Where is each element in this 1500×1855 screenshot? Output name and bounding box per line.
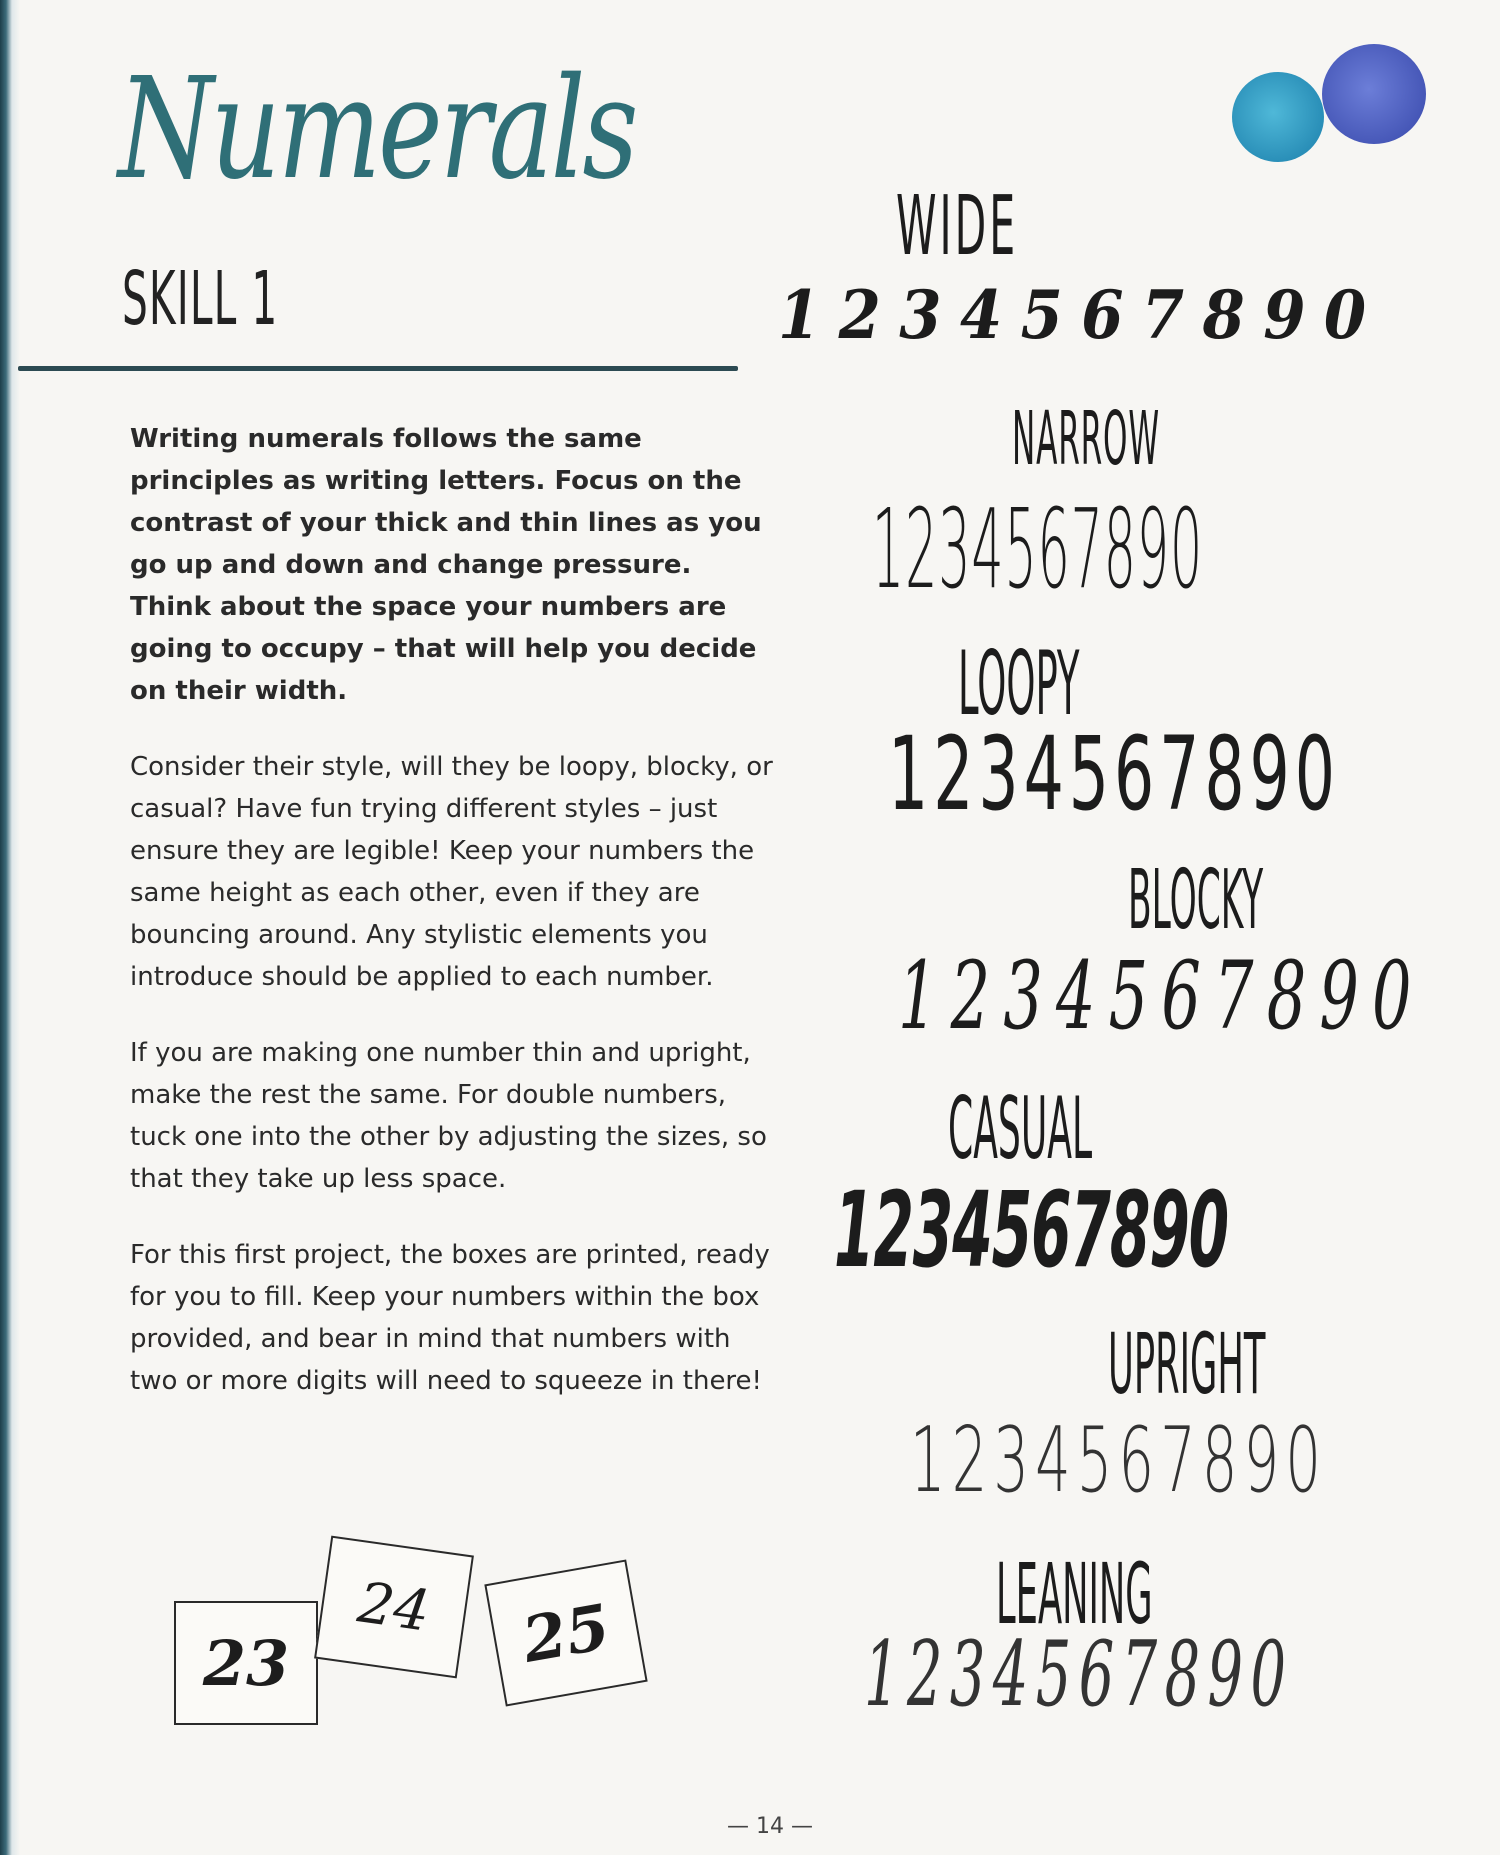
paragraph: Writing numerals follows the same principles as writing letters. Focus on the contrast of your thick and thin lines as you go up and down and change pressure. Think about the space your numbers are going to occupy – that will help you decide on their width. <box>130 424 762 706</box>
sample-label-casual: CASUAL <box>948 1079 1093 1179</box>
paragraph: Consider their style, will they be loopy, blocky, or casual? Have fun trying different styles – just ensure they are legible! Keep your numbers the same height as each other, even if they are bouncing around. Any stylistic elements you introduce should be applied to each number. <box>130 752 773 992</box>
body-text <box>130 418 780 1436</box>
number-box: 23 <box>174 1601 318 1725</box>
number-box: 24 <box>314 1536 474 1679</box>
paragraph: If you are making one number thin and upright, make the rest the same. For double numbers, tuck one into the other by adjusting the sizes, so that they take up less space. <box>130 1038 767 1194</box>
sample-label-narrow: NARROW <box>1012 396 1160 482</box>
page-spine-edge <box>0 0 20 1855</box>
sample-digits-loopy: 1234567890 <box>888 715 1340 834</box>
sample-label-upright: UPRIGHT <box>1108 1315 1266 1413</box>
page-number: — 14 — <box>727 1814 813 1839</box>
page-title: Numerals <box>118 48 636 211</box>
title-divider <box>18 366 738 371</box>
number-box: 25 <box>484 1559 647 1706</box>
number-boxes <box>170 1545 690 1735</box>
sample-digits-casual: 1234567890 <box>834 1169 1229 1291</box>
sample-digits-leaning: 1234567890 <box>864 1622 1294 1727</box>
sample-label-loopy: LOOPY <box>958 632 1080 735</box>
sample-digits-wide: 1234567890 <box>778 276 1385 354</box>
sample-label-blocky: BLOCKY <box>1128 853 1264 948</box>
sample-digits-blocky: 1234567890 <box>898 942 1425 1051</box>
sample-digits-upright: 1234567890 <box>910 1408 1328 1513</box>
ink-blot-blue <box>1322 44 1426 144</box>
sample-label-wide: WIDE <box>896 179 1019 274</box>
paragraph: For this first project, the boxes are printed, ready for you to fill. Keep your numbers within the box provided, and bear in mind that numbers with two or more digits will need to squeeze in there! <box>130 1240 770 1396</box>
ink-blot-cyan <box>1232 72 1324 162</box>
page-subtitle: SKILL 1 <box>122 256 279 342</box>
sample-label-leaning: LEANING <box>996 1545 1153 1643</box>
sample-digits-narrow: 1234567890 <box>872 485 1204 613</box>
